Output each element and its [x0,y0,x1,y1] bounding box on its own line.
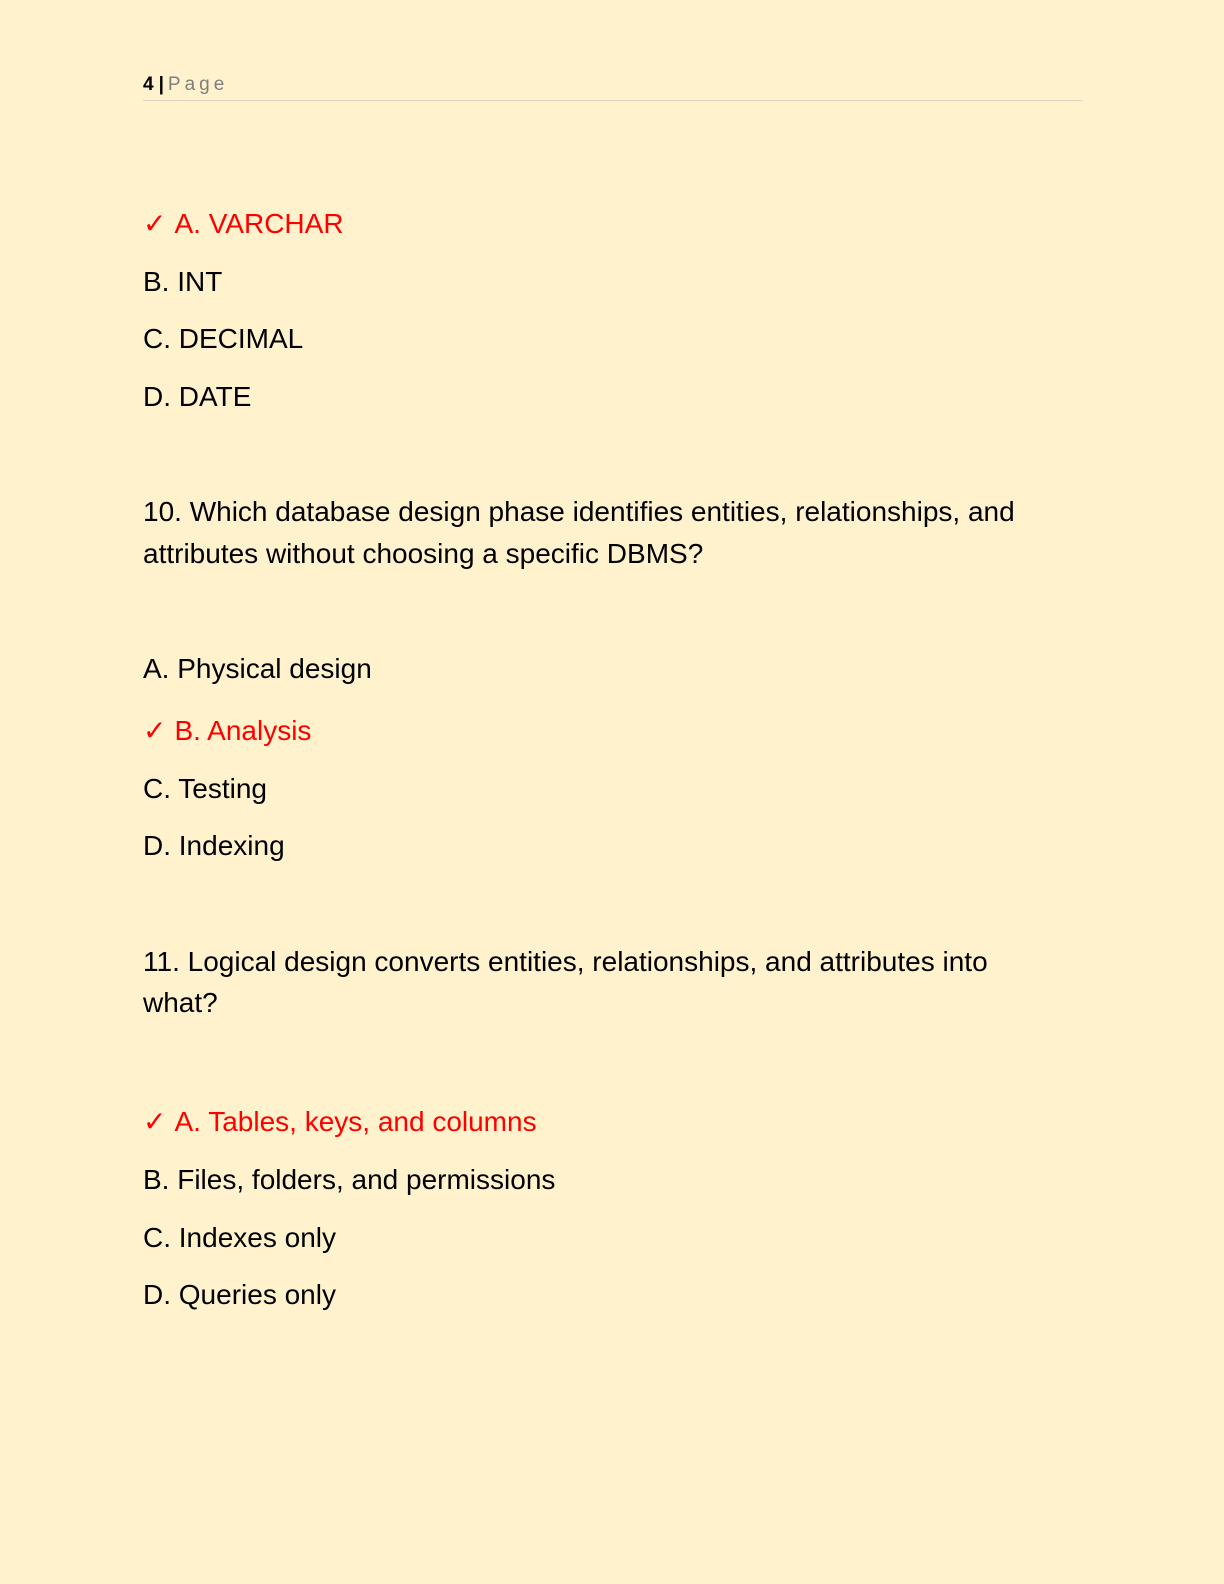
q10-option-d [143,825,285,867]
q10-option-a [143,648,372,690]
q10-option-b [143,710,311,752]
q9-option-b [143,261,222,303]
q9-option-d [143,376,251,418]
q11-option-a [143,1101,537,1143]
page-label: Page [167,74,229,95]
q9-option-a [143,203,344,245]
option-text: A. VARCHAR [174,208,344,239]
option-text: D. Indexing [143,830,285,861]
q11-option-d [143,1274,336,1316]
option-text: B. Files, folders, and permissions [143,1164,556,1195]
option-text: C. Indexes only [143,1222,336,1253]
check-icon: ✓ [143,208,167,239]
q10-option-c [143,768,267,810]
option-text: D. Queries only [143,1279,336,1310]
option-text: A. Tables, keys, and columns [174,1106,537,1137]
option-text: A. Physical design [143,653,372,684]
q10-question-line2: attributes without choosing a specific DBMS? [143,538,704,569]
option-text: B. INT [143,266,223,297]
q11-option-b [143,1159,555,1201]
q11-question-line1: 11. Logical design converts entities, relationships, and attributes into [143,946,988,977]
q11-option-c [143,1217,336,1259]
option-text: D. DATE [143,381,252,412]
page-header [143,72,1083,101]
check-icon: ✓ [143,1106,167,1137]
option-text: C. DECIMAL [143,323,304,354]
q9-option-c [143,318,303,360]
check-icon: ✓ [143,715,167,746]
page-separator: | [158,74,164,95]
option-text: C. Testing [143,773,267,804]
option-text: B. Analysis [174,715,312,746]
page-number: 4 [143,74,154,95]
q11-question-line2: what? [143,987,218,1018]
q10-question-line1: 10. Which database design phase identifies entities, relationships, and [143,496,1015,527]
